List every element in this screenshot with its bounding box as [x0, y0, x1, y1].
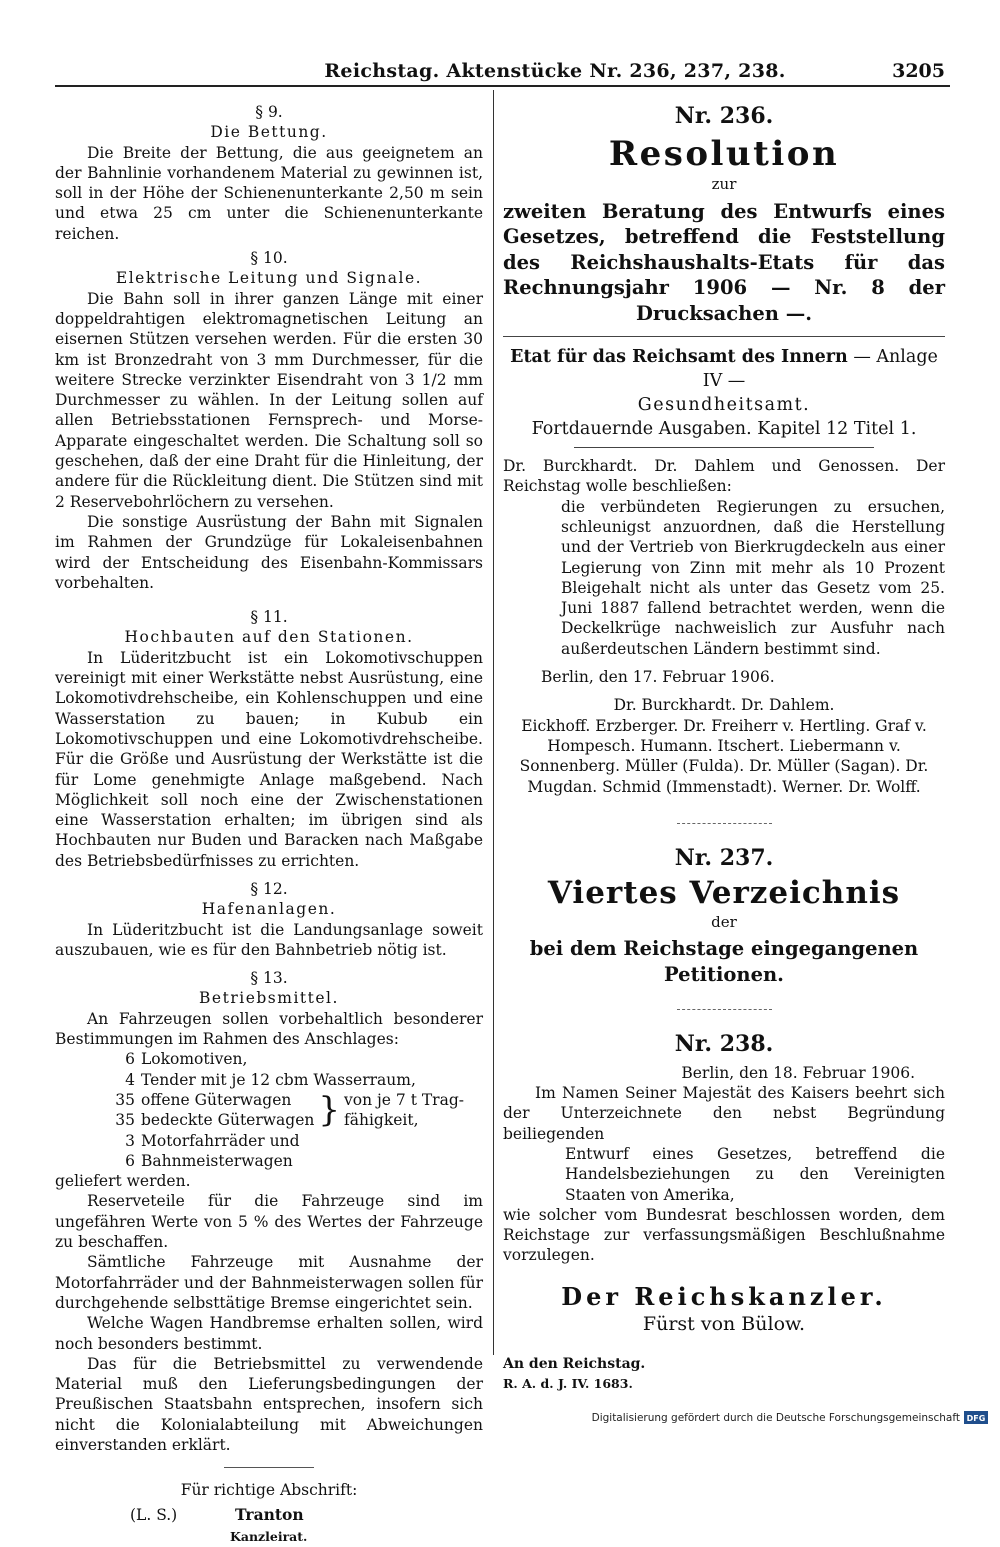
list-item-text: offene Güterwagen [141, 1090, 292, 1109]
section-13-paragraph: Das für die Betriebsmittel zu verwendende Material muß den Lieferungsbedingungen der Preußischen Staatsbahn entsprechen, insofern sich nicht die Kolonialabteilung mit Abweichungen einverstanden erklärt. [55, 1354, 483, 1454]
section-11-title: Hochbauten auf den Stationen. [124, 628, 414, 647]
seal-signature-line [55, 1505, 483, 1525]
copy-certification: Für richtige Abschrift: [180, 1481, 358, 1500]
seal-mark: (L. S.) [130, 1505, 178, 1524]
dfg-logo [964, 1411, 988, 1424]
connector-der: der [711, 913, 737, 932]
letter-date: Berlin, den 18. Februar 1906. [681, 1063, 915, 1082]
list-item-count: 35 [115, 1090, 135, 1109]
co-signers: Eickhoff. Erzberger. Dr. Freiherr v. Hertling. Graf v. Hompesch. Humann. Itschert. Liebermann v. Sonnenberg. Müller (Fulda). Dr. Müller (Sagan). Dr. Mugdan. Schmid (Immenstadt). Werner. Dr. Wolff. [519, 716, 929, 796]
section-13-title: Betriebsmittel. [199, 989, 339, 1008]
section-12-heading: § 12. [250, 879, 288, 898]
signature-title: Kanzleirat. [230, 1528, 308, 1544]
delivered-text: geliefert werden. [55, 1172, 191, 1191]
etat-annex: — Anlage IV — [702, 347, 938, 392]
bill-title: Entwurf eines Gesetzes, betreffend die Handelsbeziehungen zu den Vereinigten Staaten von Amerika, [565, 1144, 945, 1204]
separator-rule [677, 823, 772, 824]
section-9-heading: § 9. [255, 103, 283, 121]
section-13-paragraph: Sämtliche Fahrzeuge mit Ausnahme der Motorfahrräder und der Bahnmeisterwagen sollen für durchgehende selbsttätige Bremse eingerichtet sein. [55, 1253, 483, 1312]
separator-rule [677, 1009, 772, 1010]
section-12-text: In Lüderitzbucht ist die Landungsanlage soweit auszubauen, wie es für den Bahnbetrieb nötig ist. [55, 920, 483, 959]
list-item-count: 3 [125, 1131, 135, 1150]
list-item [107, 1049, 483, 1069]
section-10-title: Elektrische Leitung und Signale. [115, 269, 423, 288]
list-item [107, 1110, 314, 1130]
separator-rule [574, 447, 874, 448]
petition-list-title: Viertes Verzeichnis [547, 875, 901, 912]
list-item-text: Bahnmeisterwagen [141, 1151, 293, 1170]
section-11-text: In Lüderitzbucht ist ein Lokomotivschuppen vereinigt mit einer Werkstätte nebst Ausrüstung, eine Lokomotivdrehscheibe, ein Kohlenschuppen und eine Wasserstation zu bauen; in Kubub ein Lokomotivschuppen und eine Lokomotivdrehscheibe. Für die Größe und Ausrüstung der Werkstätte ist die für Lome genehmigte Anlage maßgebend. Nach Möglichkeit soll noch eine der Zwischenstationen eine Wasserstation erhalten; im übrigen sind als Hochbauten nur Buden und Baracken nach Maßgabe des Betriebsbedürfnisses zu errichten. [55, 648, 483, 870]
signature-name: Tranton [235, 1504, 304, 1524]
dfg-logo-text: DFG [966, 1414, 986, 1423]
section-13-intro: An Fahrzeugen sollen vorbehaltlich besonderer Bestimmungen im Rahmen des Anschlages: [55, 1009, 483, 1049]
resolution-subject: zweiten Beratung des Entwurfs eines Gesetzes, betreffend die Feststellung des Reichshaushalts-Etats für das Rechnungsjahr 1906 — Nr. 8 der Drucksachen —. [503, 199, 945, 325]
section-11-heading: § 11. [250, 608, 288, 627]
list-item-count: 35 [115, 1111, 135, 1130]
resolution-title: Resolution [608, 134, 840, 175]
connector-zur: zur [711, 175, 737, 194]
section-13-paragraph: Welche Wagen Handbremse erhalten sollen, wird noch besonders bestimmt. [55, 1314, 483, 1353]
expenditure-line: Fortdauernde Ausgaben. Kapitel 12 Titel 1. [531, 419, 917, 440]
list-item-text: Tender mit je 12 cbm Wasserraum, [141, 1070, 416, 1089]
etat-title: Etat für das Reichsamt des Innern [510, 347, 848, 368]
chancellor-name: Fürst von Bülow. [642, 1312, 806, 1335]
document-number-236: Nr. 236. [674, 103, 774, 129]
column-divider [493, 90, 494, 1355]
list-item [107, 1151, 483, 1171]
motion-date: Berlin, den 17. Februar 1906. [541, 668, 775, 687]
reference-number: R. A. d. J. IV. 1683. [503, 1376, 633, 1392]
section-9-title: Die Bettung. [210, 123, 328, 142]
list-item-text: bedeckte Güterwagen [141, 1111, 315, 1130]
running-head: Reichstag. Aktenstücke Nr. 236, 237, 238. [324, 60, 786, 82]
list-item-text: Motorfahrräder und [141, 1131, 300, 1150]
motion-intro: Dr. Burckhardt. Dr. Dahlem und Genossen. Der Reichstag wolle beschließen: [503, 457, 945, 496]
separator-rule [503, 336, 945, 337]
list-item [107, 1090, 314, 1110]
brace-text: fähigkeit, [344, 1111, 419, 1130]
list-item-text: Lokomotiven, [141, 1050, 248, 1069]
petition-list-subtitle: bei dem Reichstage eingegangenen Petitionen. [529, 937, 919, 986]
letter-opening: Im Namen Seiner Majestät des Kaisers beehrt sich der Unterzeichnete den nebst Begründung beiliegenden [503, 1084, 945, 1143]
brace-symbol: } [318, 1090, 340, 1131]
vehicle-list [107, 1049, 483, 1090]
chancellor-heading: Der Reichskanzler. [561, 1281, 887, 1311]
digitization-credit [592, 1411, 988, 1424]
vehicle-list [107, 1131, 483, 1172]
list-item [107, 1131, 483, 1151]
document-number-237: Nr. 237. [674, 844, 774, 871]
separator-rule [224, 1467, 314, 1468]
brace-text: von je 7 t Trag- [344, 1090, 464, 1109]
letter-closing: wie solcher vom Bundesrat beschlossen worden, dem Reichstage zur verfassungsmäßigen Beschlußnahme vorzulegen. [503, 1205, 945, 1265]
right-column [503, 102, 945, 1395]
section-10-paragraph: Die Bahn soll in ihrer ganzen Länge mit einer doppeldrahtigen elektromagnetischen Leitung an eisernen Stützen versehen werden. Für die ersten 30 km ist Bronzedraht von 3 mm Durchmesser, für die weitere Strecke verzinkter Eisendraht von 3 1/2 mm Durchmesser zu wählen. In der Leitung sollen auf allen Betriebsstationen Fernsprech- und Morse-Apparate eingeschaltet werden. Die Schaltung soll so geschehen, daß der eine Draht für die Hinleitung, der andere für die Rückleitung dient. Die Stützen sind mit 2 Reservebohrlöchern zu versehen. [55, 289, 483, 511]
list-item-count: 6 [125, 1151, 135, 1170]
credit-text: Digitalisierung gefördert durch die Deutsche Forschungsgemeinschaft [591, 1411, 960, 1424]
section-10-heading: § 10. [250, 249, 288, 268]
section-9-text: Die Breite der Bettung, die aus geeignetem an der Bahnlinie vorhandenem Material zu gewinnen ist, soll in der Höhe der Schienenunterkante 2,50 m sein und etwa 25 cm unter die Schienenunterkante reichen. [55, 143, 483, 243]
motion-signers: Dr. Burckhardt. Dr. Dahlem. [613, 696, 835, 715]
motion-text: die verbündeten Regierungen zu ersuchen, schleunigst anzuordnen, daß die Herstellung und der Vertrieb von Bierkrugdeckeln aus einer Legierung von Zinn mit mehr als 10 Prozent Bleigehalt nicht als unter das Gesetz vom 25. Juni 1887 fallend betrachtet werden, wenn die Deckelkrüge nachweislich zur Ausfuhr nach außerdeutschen Ländern bestimmt sind. [561, 497, 945, 658]
section-10-paragraph: Die sonstige Ausrüstung der Bahn mit Signalen im Rahmen der Grundzüge für Lokaleisenbahnen wird der Entscheidung des Eisenbahn-Kommissars vorbehalten. [55, 512, 483, 592]
page-number: 3205 [892, 60, 945, 82]
recipient-line: An den Reichstag. [503, 1356, 646, 1372]
left-column [55, 102, 483, 1547]
header-rule [55, 85, 950, 87]
etat-line [503, 345, 945, 393]
list-item-count: 6 [125, 1050, 135, 1069]
office-name: Gesundheitsamt. [637, 395, 811, 416]
section-13-paragraph: Reserveteile für die Fahrzeuge sind im ungefähren Werte von 5 % des Wertes der Fahrzeuge zu beschaffen. [55, 1192, 483, 1252]
document-number-238: Nr. 238. [674, 1031, 774, 1058]
wagon-brace-group [107, 1090, 483, 1131]
list-item-count: 4 [125, 1070, 135, 1089]
section-13-heading: § 13. [250, 969, 288, 988]
list-item [107, 1070, 483, 1090]
section-12-title: Hafenanlagen. [201, 900, 337, 919]
